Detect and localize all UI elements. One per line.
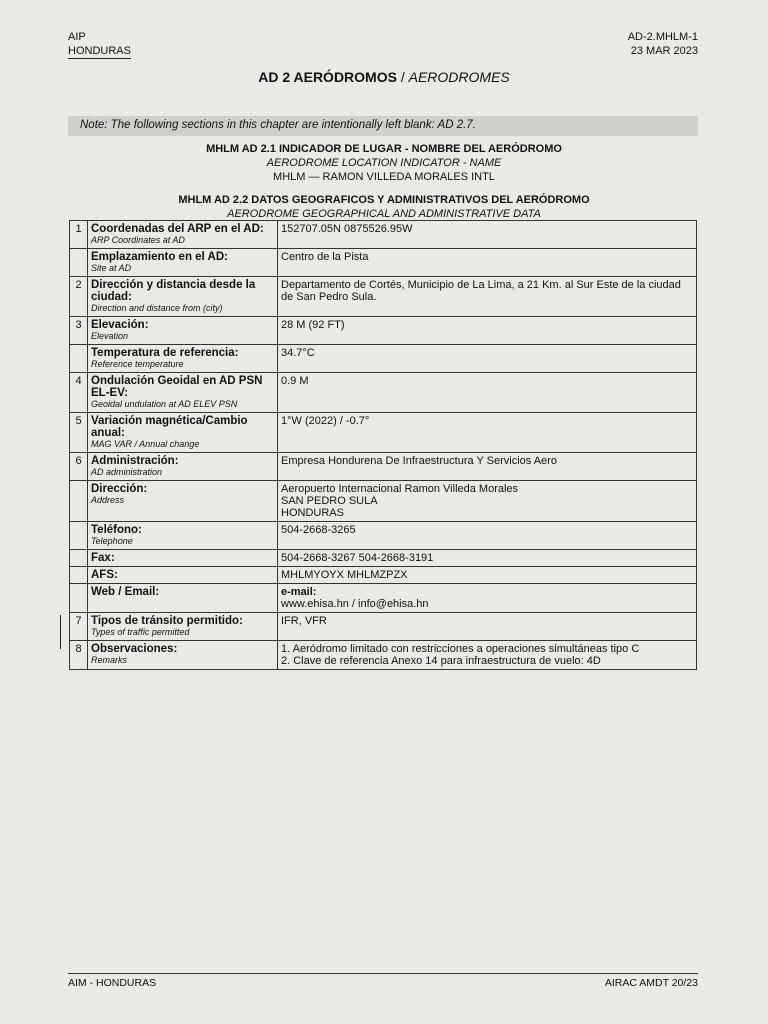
label-spanish: Coordenadas del ARP en el AD: bbox=[91, 223, 264, 235]
value-line: 152707.05N 0875526.95W bbox=[281, 223, 413, 235]
row-value bbox=[278, 221, 697, 249]
row-label bbox=[88, 317, 278, 345]
row-value bbox=[278, 345, 697, 373]
footer-rule bbox=[68, 973, 698, 974]
value-line: HONDURAS bbox=[281, 507, 344, 519]
row-label bbox=[88, 249, 278, 277]
row-label bbox=[88, 522, 278, 550]
table-row bbox=[70, 522, 697, 550]
row-number: 5 bbox=[70, 413, 88, 453]
table-row bbox=[70, 453, 697, 481]
label-english: Remarks bbox=[91, 655, 128, 665]
label-spanish: Temperatura de referencia: bbox=[91, 347, 239, 359]
row-number bbox=[70, 567, 88, 584]
value-line: MHLMYOYX MHLMZPZX bbox=[281, 569, 408, 581]
label-english: Elevation bbox=[91, 331, 129, 341]
table-row bbox=[70, 641, 697, 670]
row-label bbox=[88, 277, 278, 317]
label-spanish: Dirección: bbox=[91, 483, 148, 495]
table-row bbox=[70, 567, 697, 584]
value-line: Aeropuerto Internacional Ramon Villeda Morales bbox=[281, 483, 519, 495]
value-line: 504-2668-3267 504-2668-3191 bbox=[281, 552, 434, 564]
value-line: Empresa Hondurena De Infraestructura Y Servicios Aero bbox=[281, 455, 557, 467]
table-row bbox=[70, 481, 697, 522]
row-number bbox=[70, 249, 88, 277]
header-page-id: AD-2.MHLM-1 bbox=[627, 31, 698, 43]
value-line: 1°W (2022) / -0.7° bbox=[281, 415, 370, 427]
aerodrome-name: MHLM — RAMON VILLEDA MORALES INTL bbox=[273, 171, 495, 183]
row-number: 6 bbox=[70, 453, 88, 481]
row-label bbox=[88, 567, 278, 584]
row-label bbox=[88, 613, 278, 641]
label-english: Address bbox=[91, 495, 125, 505]
label-english: Site at AD bbox=[91, 263, 132, 273]
section-2-1-subtitle: AERODROME LOCATION INDICATOR - NAME bbox=[266, 157, 502, 169]
label-spanish: Administración: bbox=[91, 455, 179, 467]
row-label bbox=[88, 221, 278, 249]
header-date: 23 MAR 2023 bbox=[630, 45, 698, 57]
row-value bbox=[278, 453, 697, 481]
table-row bbox=[70, 221, 697, 249]
header-country: HONDURAS bbox=[68, 45, 131, 57]
label-spanish: Emplazamiento en el AD: bbox=[91, 251, 228, 263]
page-title bbox=[0, 68, 768, 86]
table-row bbox=[70, 613, 697, 641]
label-spanish: Teléfono: bbox=[91, 524, 142, 536]
table-row bbox=[70, 413, 697, 453]
row-number bbox=[70, 522, 88, 550]
page-title-es: AD 2 AERÓDROMOS bbox=[258, 69, 397, 85]
value-line: SAN PEDRO SULA bbox=[281, 495, 378, 507]
label-spanish: Dirección y distancia desde la ciudad: bbox=[91, 279, 256, 303]
page-title-en: AERODROMES bbox=[408, 69, 510, 85]
label-english: AD administration bbox=[91, 467, 163, 477]
label-spanish: Tipos de tránsito permitido: bbox=[91, 615, 243, 627]
label-english: ARP Coordinates at AD bbox=[91, 235, 185, 245]
label-spanish: Ondulación Geoidal en AD PSN EL-EV: bbox=[91, 375, 263, 399]
note-text: Note: The following sections in this chapter are intentionally left blank: AD 2.7. bbox=[80, 119, 476, 131]
value-line: Departamento de Cortés, Municipio de La Lima, a 21 Km. al Sur Este de la ciudad de San Pedro Sula. bbox=[281, 279, 681, 303]
label-english: Geoidal undulation at AD ELEV PSN bbox=[91, 399, 238, 409]
value-line: Centro de la Pista bbox=[281, 251, 369, 263]
label-spanish: Fax: bbox=[91, 552, 115, 564]
header-right bbox=[628, 30, 698, 58]
page-title-sep: / bbox=[396, 69, 409, 85]
row-label bbox=[88, 550, 278, 567]
label-spanish: Web / Email: bbox=[91, 586, 160, 598]
label-spanish: Observaciones: bbox=[91, 643, 178, 655]
table-row bbox=[70, 584, 697, 613]
row-number: 7 bbox=[70, 613, 88, 641]
row-number bbox=[70, 550, 88, 567]
row-number: 2 bbox=[70, 277, 88, 317]
row-value bbox=[278, 613, 697, 641]
header-left bbox=[68, 30, 131, 59]
row-label bbox=[88, 641, 278, 670]
row-label bbox=[88, 584, 278, 613]
label-english: Direction and distance from (city) bbox=[91, 303, 223, 313]
value-line: 28 M (92 FT) bbox=[281, 319, 345, 331]
value-line: www.ehisa.hn / info@ehisa.hn bbox=[281, 598, 429, 610]
row-value bbox=[278, 641, 697, 670]
row-number: 8 bbox=[70, 641, 88, 670]
aerodrome-data-table bbox=[69, 220, 697, 670]
value-line: IFR, VFR bbox=[281, 615, 327, 627]
label-english: Reference temperature bbox=[91, 359, 184, 369]
row-value bbox=[278, 567, 697, 584]
row-value bbox=[278, 481, 697, 522]
row-number bbox=[70, 584, 88, 613]
section-2-1-title: MHLM AD 2.1 INDICADOR DE LUGAR - NOMBRE DEL AERÓDROMO bbox=[206, 143, 562, 155]
row-value bbox=[278, 373, 697, 413]
label-english: Telephone bbox=[91, 536, 133, 546]
row-label bbox=[88, 413, 278, 453]
row-value bbox=[278, 249, 697, 277]
table-row bbox=[70, 373, 697, 413]
value-line: 1. Aeródromo limitado con restricciones a operaciones simultáneas tipo C bbox=[281, 643, 640, 655]
header-publication: AIP bbox=[68, 31, 86, 43]
footer-right: AIRAC AMDT 20/23 bbox=[604, 977, 698, 989]
row-label bbox=[88, 345, 278, 373]
label-english: Types of traffic permitted bbox=[91, 627, 190, 637]
value-line: 2. Clave de referencia Anexo 14 para infraestructura de vuelo: 4D bbox=[281, 655, 601, 667]
table-row bbox=[70, 345, 697, 373]
row-number: 1 bbox=[70, 221, 88, 249]
label-english: MAG VAR / Annual change bbox=[91, 439, 200, 449]
row-value bbox=[278, 413, 697, 453]
row-number bbox=[70, 345, 88, 373]
value-line: 34.7°C bbox=[281, 347, 315, 359]
table-row bbox=[70, 277, 697, 317]
label-spanish: Variación magnética/Cambio anual: bbox=[91, 415, 248, 439]
row-value bbox=[278, 277, 697, 317]
row-label bbox=[88, 481, 278, 522]
row-value bbox=[278, 317, 697, 345]
row-label bbox=[88, 373, 278, 413]
label-spanish: AFS: bbox=[91, 569, 118, 581]
row-value bbox=[278, 584, 697, 613]
section-2-2-subtitle: AERODROME GEOGRAPHICAL AND ADMINISTRATIVE DATA bbox=[227, 208, 541, 220]
row-value bbox=[278, 550, 697, 567]
row-number: 4 bbox=[70, 373, 88, 413]
value-line: 504-2668-3265 bbox=[281, 524, 356, 536]
row-label bbox=[88, 453, 278, 481]
value-heading: e-mail: bbox=[281, 586, 317, 598]
value-line: 0.9 M bbox=[281, 375, 309, 387]
section-2-2-title: MHLM AD 2.2 DATOS GEOGRAFICOS Y ADMINISTRATIVOS DEL AERÓDROMO bbox=[178, 194, 590, 206]
table-row bbox=[70, 249, 697, 277]
row-value bbox=[278, 522, 697, 550]
amendment-bar bbox=[60, 615, 61, 649]
row-number bbox=[70, 481, 88, 522]
footer-left: AIM - HONDURAS bbox=[68, 977, 157, 989]
label-spanish: Elevación: bbox=[91, 319, 149, 331]
table-row bbox=[70, 317, 697, 345]
row-number: 3 bbox=[70, 317, 88, 345]
table-row bbox=[70, 550, 697, 567]
